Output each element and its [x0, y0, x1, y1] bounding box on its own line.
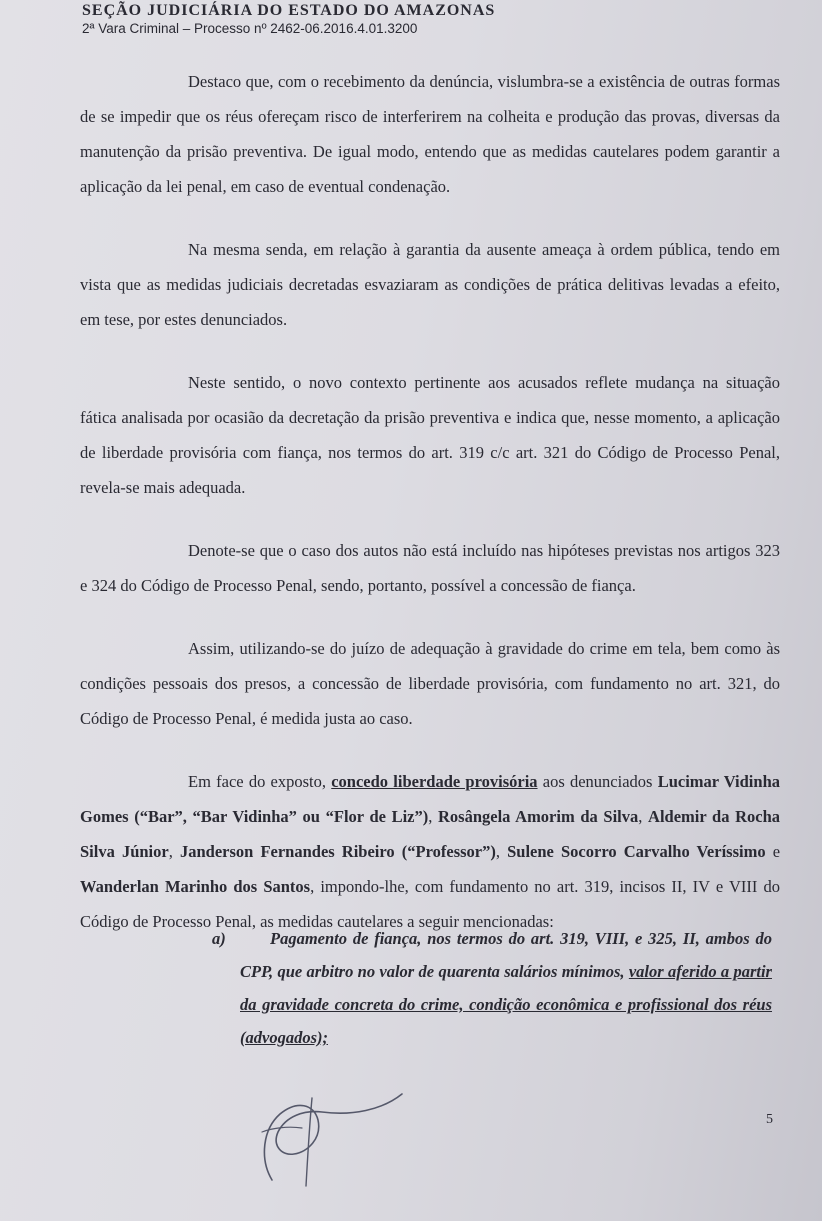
decision-lead: Em face do exposto,	[188, 772, 332, 791]
document-header	[82, 2, 782, 38]
separator: ,	[638, 807, 649, 826]
defendant-name-6: Wanderlan Marinho dos Santos	[80, 877, 311, 896]
decision-paragraph	[80, 764, 780, 939]
page-number: 5	[766, 1112, 773, 1127]
measure-marker: a)	[212, 929, 226, 948]
decision-tail: , impondo-lhe, com fundamento no art. 319, incisos II, IV e VIII do Código de Processo Penal, as medidas cautelares a seguir mencionadas:	[80, 877, 780, 931]
measure-underlined: valor aferido a partir da gravidade concreta do crime, condição econômica e profissional dos réus (advogados);	[240, 962, 772, 1047]
defendant-name-3: Aldemir da Rocha Silva Júnior	[80, 807, 781, 861]
signature-scribble	[242, 1080, 412, 1190]
paragraph-3: Neste sentido, o novo contexto pertinente aos acusados reflete mudança na situação fática analisada por ocasião da decretação da prisão preventiva e indica que, nesse momento, a aplicação de liberdade provisória com fiança, nos termos do art. 319 c/c art. 321 do Código de Processo Penal, revela-se mais adequada.	[80, 373, 780, 497]
separator: ,	[168, 842, 180, 861]
paragraph-2: Na mesma senda, em relação à garantia da ausente ameaça à ordem pública, tendo em vista que as medidas judiciais decretadas esvaziaram as condições de prática delitivas levadas a efeito, em tese, por estes denunciados.	[80, 240, 780, 329]
court-title: SEÇÃO JUDICIÁRIA DO ESTADO DO AMAZONAS	[82, 2, 496, 19]
paragraph-4: Denote-se que o caso dos autos não está incluído nas hipóteses previstas nos artigos 323 e 324 do Código de Processo Penal, sendo, portanto, possível a concessão de fiança.	[80, 541, 780, 595]
defendant-name-4: Janderson Fernandes Ribeiro (“Professor”)	[179, 842, 496, 861]
document-body	[80, 64, 780, 957]
measure-item-a	[212, 922, 772, 1054]
measure-text	[240, 922, 772, 1054]
measure-lead: Pagamento de fiança, nos termos do art. 319, VIII, e 325, II, ambos do CPP, que arbitro no valor de quarenta salários mínimos,	[240, 929, 772, 981]
decision-grant: concedo liberdade provisória	[331, 772, 538, 791]
defendant-name-1: Lucimar Vidinha Gomes (“Bar”, “Bar Vidinha” ou “Flor de Liz”)	[80, 772, 780, 826]
separator: ,	[495, 842, 508, 861]
decision-to: aos denunciados	[537, 772, 658, 791]
separator: ,	[428, 807, 438, 826]
case-number: 2ª Vara Criminal – Processo nº 2462-06.2016.4.01.3200	[82, 21, 418, 36]
defendant-name-2: Rosângela Amorim da Silva	[438, 807, 639, 826]
paragraph-5: Assim, utilizando-se do juízo de adequação à gravidade do crime em tela, bem como às condições pessoais dos presos, a concessão de liberdade provisória, com fundamento no art. 321, do Código de Processo Penal, é medida justa ao caso.	[80, 639, 780, 728]
paragraph-1: Destaco que, com o recebimento da denúncia, vislumbra-se a existência de outras formas de se impedir que os réus ofereçam risco de interferirem na colheita e produção das provas, diversas da manutenção da prisão preventiva. De igual modo, entendo que as medidas cautelares podem garantir a aplicação da lei penal, em caso de eventual condenação.	[80, 72, 780, 196]
separator: e	[765, 842, 781, 861]
defendant-name-5: Sulene Socorro Carvalho Veríssimo	[507, 842, 766, 861]
